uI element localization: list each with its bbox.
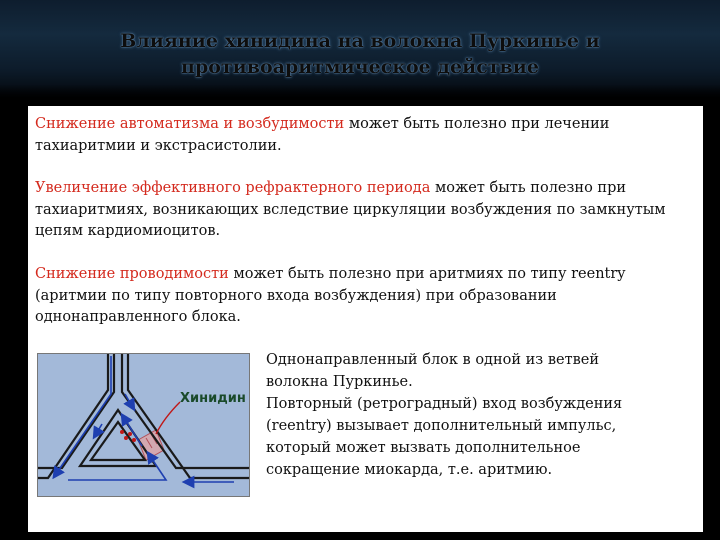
purkinje-diagram — [37, 353, 250, 497]
slide-title-line-2: противоаритмическое действие — [181, 56, 539, 78]
paragraph-refractory — [35, 178, 695, 243]
paragraph-text: может быть полезно при тахиаритмиях, возникающих вследствие циркуляции возбуждения по замкнутым цепям кардиомиоцитов. — [35, 180, 666, 239]
diagram-caption — [266, 349, 686, 481]
paragraph-text: может быть полезно при аритмиях по типу reentry (аритмии по типу повторного входа возбуждения) при образовании однонаправленного блока. — [35, 266, 626, 325]
caption-line: Однонаправленный блок в одной из ветвей — [266, 352, 600, 368]
paragraph-highlight: Снижение проводимости — [35, 266, 229, 282]
purkinje-diagram-svg — [38, 354, 249, 496]
caption-line: сокращение миокарда, т.е. аритмию. — [266, 462, 553, 478]
drug-label: Хинидин — [180, 391, 246, 406]
slide-title — [40, 28, 680, 80]
paragraph-conduction — [35, 264, 695, 329]
purkinje-fiber — [38, 354, 249, 478]
caption-line: волокна Пуркинье. — [266, 374, 413, 390]
paragraph-highlight: Увеличение эффективного рефрактерного периода — [35, 180, 431, 196]
caption-line: Повторный (ретроградный) вход возбуждения — [266, 396, 623, 412]
paragraph-automatism — [35, 114, 695, 157]
paragraph-text: может быть полезно при лечении тахиаритмии и экстрасистолии. — [35, 116, 610, 154]
title-band — [0, 0, 720, 98]
drug-pointer-line — [156, 402, 180, 434]
slide-title-line-1: Влияние хинидина на волокна Пуркинье и — [120, 30, 600, 52]
paragraph-highlight: Снижение автоматизма и возбудимости — [35, 116, 345, 132]
caption-line: который может вызвать дополнительное — [266, 440, 581, 456]
caption-line: (reentry) вызывает дополнительный импульс, — [266, 418, 617, 434]
content-panel — [28, 106, 703, 532]
